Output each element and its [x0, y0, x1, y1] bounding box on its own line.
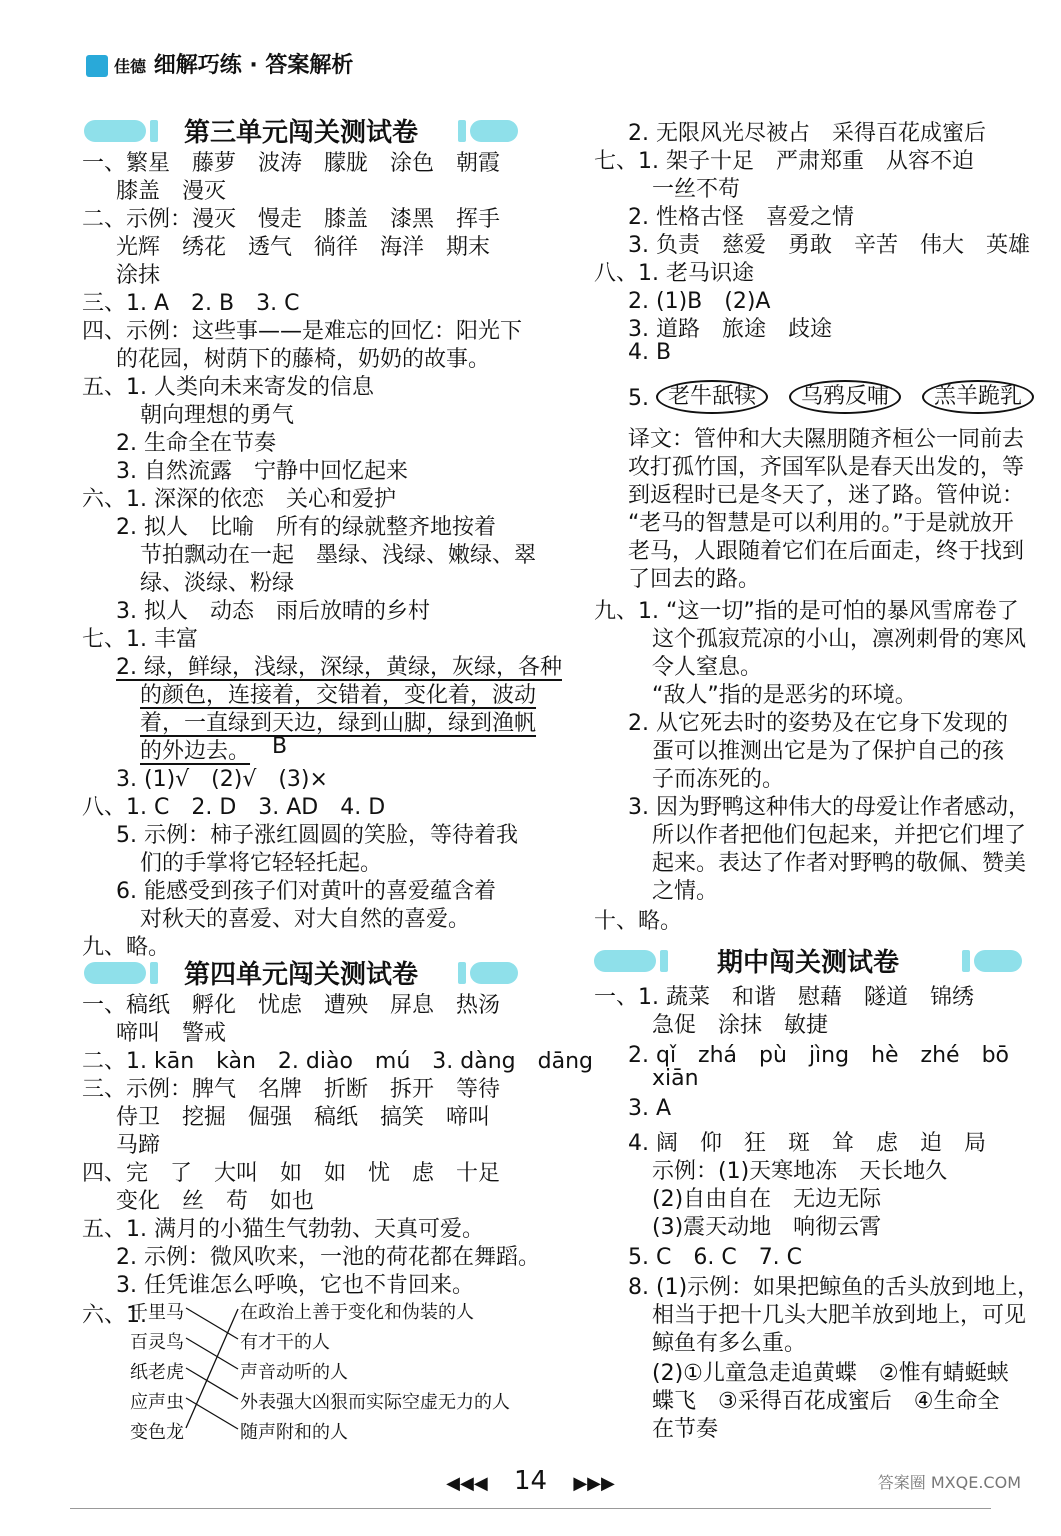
answer-line: 之情。 — [652, 879, 719, 904]
answer-line: 5. 示例：柿子涨红圆圆的笑脸，等待着我 — [116, 823, 518, 848]
translation-line: 老马，人跟随着它们在后面走，终于找到 — [628, 539, 1025, 564]
translation-line: 译文：管仲和大夫隰朋随齐桓公一同前去 — [628, 427, 1025, 452]
answer-line: 2. 绿，鲜绿，浅绿，深绿，黄绿，灰绿，各种 — [116, 655, 562, 680]
circled-idiom: 羔羊跪乳 — [922, 380, 1034, 414]
match-right-item: 随声附和的人 — [240, 1422, 348, 1443]
match-prefix: 六、1. — [82, 1303, 147, 1328]
unit4-title: 第四单元闯关测试卷 — [183, 960, 418, 990]
answer-line: 节拍飘动在一起 墨绿、浅绿、嫩绿、翠 — [140, 543, 537, 568]
match-left-item: 纸老虎 — [130, 1362, 184, 1383]
answer-line: 3. 因为野鸭这种伟大的母爱让作者感动， — [628, 795, 1030, 820]
match-lines — [82, 1292, 522, 1442]
answer-line: 十、略。 — [594, 909, 683, 934]
match-line — [186, 1308, 238, 1339]
answer-line: 侍卫 挖掘 倔强 稿纸 搞笑 啼叫 — [116, 1105, 491, 1130]
answer-line: 子而冻死的。 — [652, 767, 785, 792]
answer-line: 示例：(1)天寒地冻 天长地久 — [652, 1159, 948, 1184]
translation-line: 攻打孤竹国，齐国军队是春天出发的，等 — [628, 455, 1025, 480]
answer-line: 一、稿纸 孵化 忧虑 遭殃 屏息 热汤 — [82, 993, 501, 1018]
footer-rule — [70, 1508, 991, 1509]
answer-line: 二、1. kān kàn 2. diào mú 3. dàng dāng — [82, 1049, 593, 1074]
match-left-item: 应声虫 — [130, 1392, 184, 1413]
answer-line: 四、示例：这些事——是难忘的回忆：阳光下 — [82, 319, 523, 344]
answer-line: (2)①儿童急走追黄蝶 ②惟有蜻蜓蛱 — [652, 1361, 1009, 1386]
unit3-title: 第三单元闯关测试卷 — [183, 118, 418, 148]
match-right-item: 声音动听的人 — [240, 1362, 348, 1383]
answer-line: 2. 从它死去时的姿势及在它身下发现的 — [628, 711, 1008, 736]
answer-line: 起来。表达了作者对野鸭的敬佩、赞美 — [652, 851, 1027, 876]
circled-idioms — [656, 380, 1048, 414]
answer-line: 2. 示例：微风吹来，一池的荷花都在舞蹈。 — [116, 1245, 540, 1270]
answer-line: 二、示例：漫灭 慢走 膝盖 漆黑 挥手 — [82, 207, 501, 232]
answer-line: 3. 负责 慈爱 勇敢 辛苦 伟大 英雄 — [628, 233, 1030, 258]
answer-line: 三、1. A 2. B 3. C — [82, 291, 300, 316]
answer-line: 3. A — [628, 1096, 672, 1121]
answer-line: 光辉 绣花 透气 徜徉 海洋 期末 — [116, 235, 491, 260]
answer-line: 八、1. 老马识途 — [594, 261, 754, 286]
answer-line: 一、繁星 藤萝 波涛 朦胧 涂色 朝霞 — [82, 151, 501, 176]
answer-line: “敌人”指的是恶劣的环境。 — [652, 683, 917, 708]
answer-line: 在节奏 — [652, 1417, 719, 1442]
answer-line: 2. 性格古怪 喜爱之情 — [628, 205, 854, 230]
answer-line: 3. 拟人 动态 雨后放晴的乡村 — [116, 599, 430, 624]
match-right-item: 外表强大凶狠而实际空虚无力的人 — [240, 1392, 510, 1413]
match-left-item: 千里马 — [130, 1302, 184, 1323]
answer-line: (2)自由自在 无边无际 — [652, 1187, 882, 1212]
match-line — [186, 1398, 238, 1429]
answer-line: 鲸鱼有多么重。 — [652, 1331, 807, 1356]
prev-page-icon[interactable]: ◀◀◀ — [446, 1473, 488, 1494]
match-line — [186, 1338, 238, 1369]
match-right-item: 有才干的人 — [240, 1332, 330, 1353]
answer-line: 5. — [628, 386, 649, 411]
answer-line: 5. C 6. C 7. C — [628, 1245, 803, 1270]
answer-line: 马蹄 — [116, 1133, 161, 1158]
answer-line: xiān — [652, 1066, 699, 1091]
translation-line: “老马的智慧是可以利用的。”于是就放开 — [628, 511, 1014, 536]
answer-line: 六、1. 深深的依恋 关心和爱护 — [82, 487, 396, 512]
answer-line: 一、1. 蔬菜 和谐 慰藉 隧道 锦绣 — [594, 985, 974, 1010]
page-number: 14 — [513, 1466, 548, 1496]
answer-line: 蝶飞 ③采得百花成蜜后 ④生命全 — [652, 1389, 1000, 1414]
answer-line: 这个孤寂荒凉的小山，凛冽刺骨的寒风 — [652, 627, 1027, 652]
answer-line: 令人窒息。 — [652, 655, 763, 680]
match-left-item: 百灵鸟 — [130, 1332, 184, 1353]
answer-line: 着，一直绿到天边，绿到山脚，绿到渔帆 — [140, 711, 537, 736]
answer-line: 朝向理想的勇气 — [140, 403, 295, 428]
answer-line: 啼叫 警戒 — [116, 1021, 227, 1046]
circled-idiom: 老牛舐犊 — [656, 380, 768, 414]
brand-logo-icon — [86, 55, 108, 77]
answer-line: 绿、淡绿、粉绿 — [140, 571, 295, 596]
answer-line: (3)震天动地 响彻云霄 — [652, 1215, 882, 1240]
match-line — [186, 1309, 238, 1428]
answer-line: 对秋天的喜爱、对大自然的喜爱。 — [140, 907, 471, 932]
answer-line: 6. 能感受到孩子们对黄叶的喜爱蕴含着 — [116, 879, 496, 904]
translation-line: 了回去的路。 — [628, 567, 761, 592]
answer-line: 四、完 了 大叫 如 如 忧 虑 十足 — [82, 1161, 501, 1186]
brand-subtitle: 答案解析 — [265, 53, 354, 78]
answer-line: 涂抹 — [116, 263, 161, 288]
answer-line: 3. 自然流露 宁静中回忆起来 — [116, 459, 408, 484]
answer-line: 3. 任凭谁怎么呼唤，它也不肯回来。 — [116, 1273, 474, 1298]
answer-line: 九、略。 — [82, 935, 171, 960]
answer-line: 的花园，树荫下的藤椅，奶奶的故事。 — [116, 347, 491, 372]
answer-line: 八、1. C 2. D 3. AD 4. D — [82, 795, 386, 820]
answer-line: 2. (1)B (2)A — [628, 289, 771, 314]
answer-line: 膝盖 漫灭 — [116, 179, 227, 204]
match-line — [186, 1368, 238, 1399]
answer-line: 七、1. 丰富 — [82, 627, 198, 652]
match-left-item: 变色龙 — [130, 1422, 184, 1443]
answer-line: 2. 拟人 比喻 所有的绿就整齐地按着 — [116, 515, 496, 540]
answer-line: 蛋可以推测出它是为了保护自己的孩 — [652, 739, 1005, 764]
answer-line: 相当于把十几头大肥羊放到地上，可见 — [652, 1303, 1027, 1328]
midterm-title-band — [594, 938, 1022, 982]
answer-line: 一丝不苟 — [652, 177, 741, 202]
answer-line: 们的手掌将它轻轻托起。 — [140, 851, 383, 876]
answer-line: 4. 阔 仰 狂 斑 耸 虑 迫 局 — [628, 1131, 986, 1156]
answer-line: 五、1. 人类向未来寄发的信息 — [82, 375, 374, 400]
answer-line: 2. 生命全在节奏 — [116, 431, 276, 456]
answer-line: 急促 涂抹 敏捷 — [652, 1013, 829, 1038]
answer-line: 3. (1)√ (2)√ (3)× — [116, 767, 328, 792]
answer-line: 的外边去。 — [140, 739, 251, 764]
matching-exercise — [82, 1292, 522, 1442]
answer-line: 变化 丝 苟 如也 — [116, 1189, 315, 1214]
next-page-icon[interactable]: ▶▶▶ — [573, 1473, 615, 1494]
answer-line: 所以作者把他们包起来，并把它们埋了 — [652, 823, 1027, 848]
brand-title: 细解巧练 — [153, 53, 242, 78]
answer-line: 2. 无限风光尽被占 采得百花成蜜后 — [628, 121, 986, 146]
watermark: 答案圈 MXQE.COM — [877, 1473, 1021, 1492]
brand-small: 佳德 — [114, 57, 147, 76]
answer-line: 三、示例：脾气 名牌 折断 拆开 等待 — [82, 1077, 501, 1102]
match-right-item: 在政治上善于变化和伪装的人 — [240, 1302, 474, 1323]
answer-line: 3. 道路 旅途 歧途 — [628, 317, 832, 342]
answer-line: 五、1. 满月的小猫生气勃勃、天真可爱。 — [82, 1217, 484, 1242]
answer-line: 九、1. “这一切”指的是可怕的暴风雪席卷了 — [594, 599, 1019, 624]
answer-line: 4. B — [628, 340, 672, 365]
answer-line: 七、1. 架子十足 严肃郑重 从容不迫 — [594, 149, 974, 174]
translation-line: 到返程时已是冬天了，迷了路。管仲说： — [628, 483, 1025, 508]
circled-idiom: 乌鸦反哺 — [789, 380, 901, 414]
answer-line: 的颜色，连接着，交错着，变化着，波动 — [140, 683, 537, 708]
answer-line: 2. qǐ zhá pù jìng hè zhé bō — [628, 1043, 1010, 1068]
midterm-title: 期中闯关测试卷 — [716, 948, 899, 978]
page-header: 佳德 细解巧练 · 答案解析 — [86, 48, 353, 79]
answer-line: 8. (1)示例：如果把鲸鱼的舌头放到地上， — [628, 1275, 1040, 1300]
answer-line: B — [272, 734, 288, 759]
